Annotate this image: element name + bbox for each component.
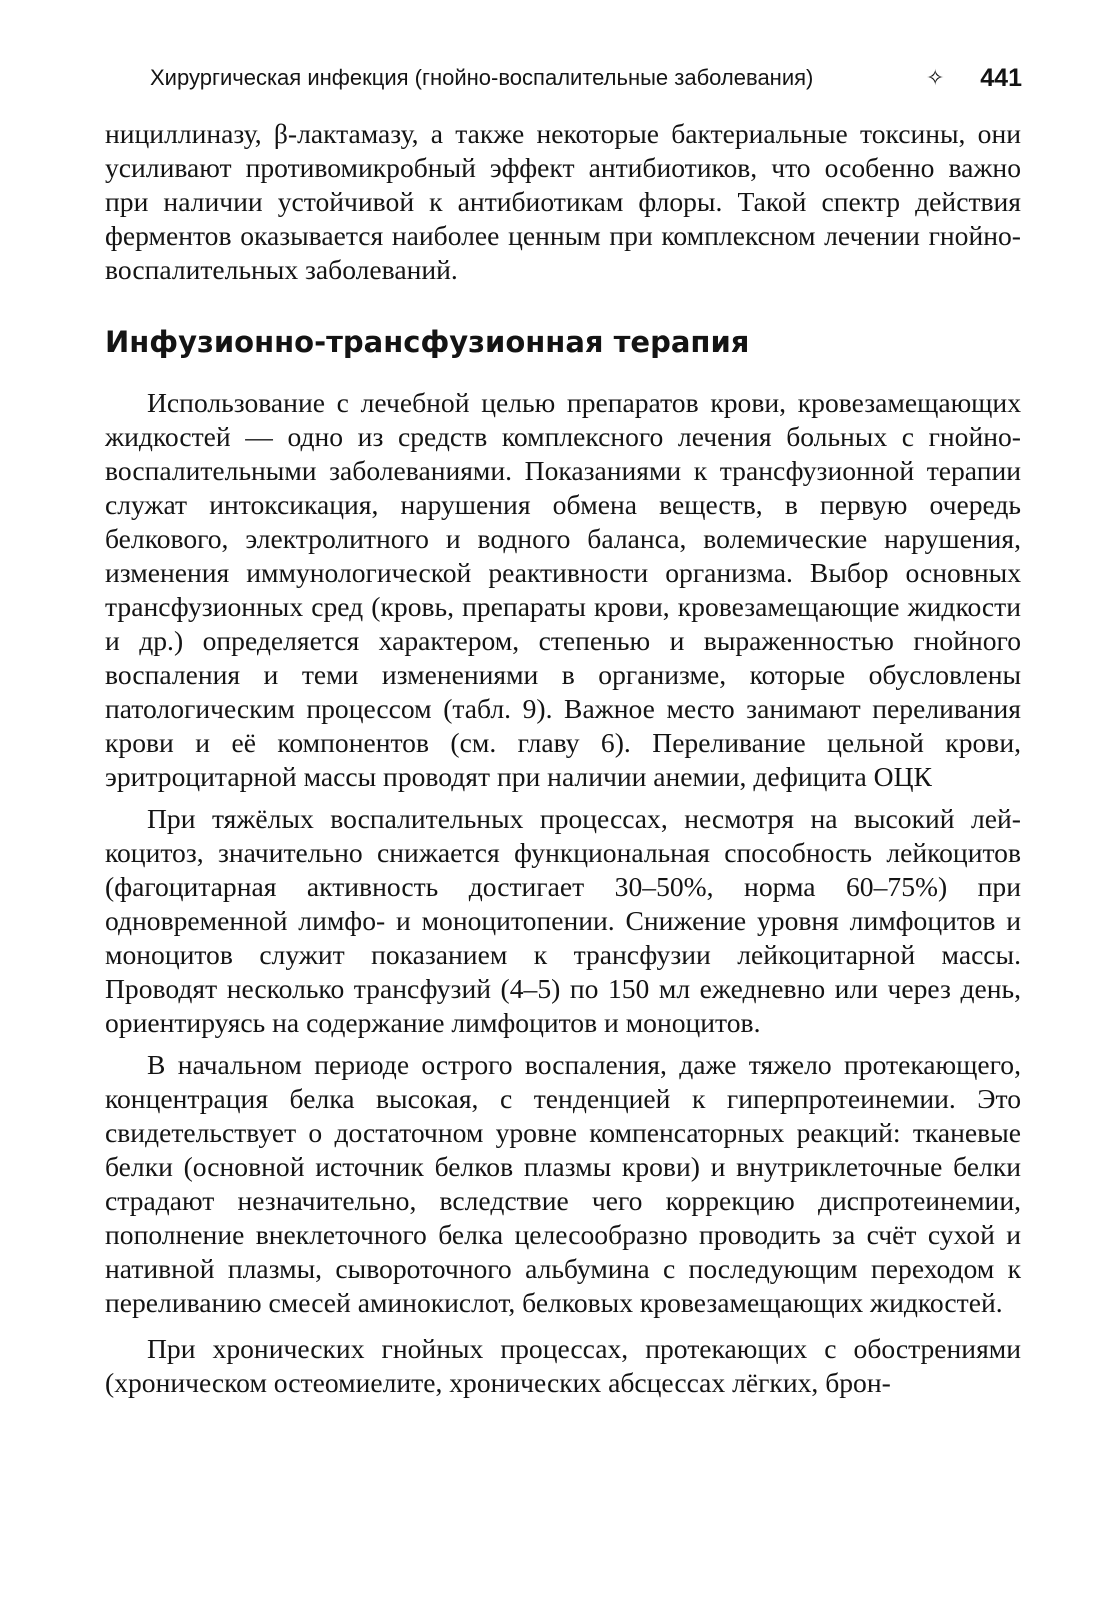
section-heading: Инфузионно-трансфузионная терапия bbox=[105, 325, 750, 359]
running-head-title: Хирургическая инфекция (гнойно-воспалительные заболевания) bbox=[150, 65, 814, 90]
paragraph-leukocyte-transfusion: При тяжёлых воспалительных процессах, несмотря на высокий лейкоцитоз, значительно снижается функциональная способность лейкоцитов (фагоцитарная активность достигает 30–50%, норма 60–75%) при одновременной лимфо- и моноцитопении. Снижение уровня лимфоцитов и моноцитов служит показанием к трансфузии лейкоцитарной массы. Проводят несколько трансфузий (4–5) по 150 мл ежедневно или через день, ориентируясь на содержание лимфоцитов и моноцитов. bbox=[105, 803, 1021, 1038]
paragraph-transfusion-indications: Использование с лечебной целью препаратов крови, кровезамещающих жидкостей — одно из средств комплексного лечения больных с гнойно-воспалительными заболеваниями. Показаниями к трансфузионной терапии служат интоксикация, нарушения обмена веществ, в первую очередь белкового, электролитного и водного баланса, волемические нарушения, изменения иммунологической реактивности организма. Выбор основных трансфузионных сред (кровь, препараты крови, кровезамещающие жидкости и др.) определяется характером, степенью и выраженностью гнойного воспаления и теми изменениями в организме, которые обусловлены патологическим процессом (табл. 9). Важное место занимают переливания крови и её компонентов (см. главу 6). Переливание цельной крови, эритроцитарной массы проводят при наличии анемии, дефицита ОЦК bbox=[105, 387, 1021, 792]
continued-paragraph-block bbox=[105, 117, 1021, 287]
section-body bbox=[105, 386, 1021, 1400]
paragraph-protein-correction: В начальном периоде острого воспаления, даже тяжело протекающего, концентрация белка высокая, с тенденцией к гиперпротеинемии. Это свидетельствует о достаточном уровне компенсаторных реакций: тканевые белки (основной источник белков плазмы крови) и внутриклеточные белки страдают незначительно, вследствие чего коррекцию диспротеинемии, пополнение внеклеточного белка целесообразно проводить за счёт сухой и нативной плазмы, сывороточного альбумина с последующим переходом к переливанию смесей аминокислот, белковых кровезамещающих жидкостей. bbox=[105, 1049, 1021, 1318]
paragraph-chronic-processes: При хронических гнойных процессах, протекающих с обострениями (хроническом остеомиелите, хронических абсцессах лёгких, брон- bbox=[105, 1333, 1021, 1398]
page-number: 441 bbox=[980, 64, 1022, 92]
continued-paragraph: нициллиназу, β-лактамазу, а также некоторые бактериальные токсины, они усиливают противомикробный эффект антибиотиков, что особенно важно при наличии устойчивой к антибиотикам флоры. Такой спектр действия ферментов оказывается наиболее ценным при комплексном лечении гнойно-воспалительных заболеваний. bbox=[105, 118, 1021, 285]
diamond-ornament-icon: ✧ bbox=[926, 65, 945, 90]
running-head bbox=[150, 58, 1022, 98]
